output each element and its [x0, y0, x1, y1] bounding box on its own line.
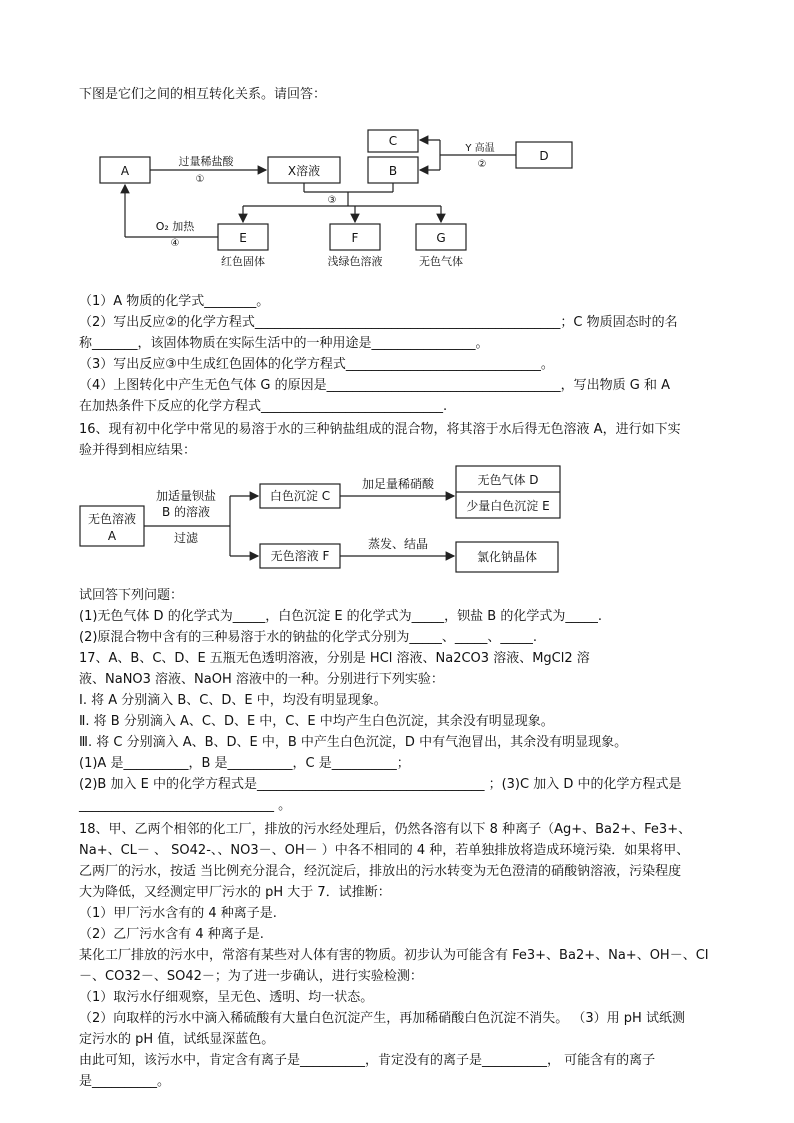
label-nitric-acid: 加足量稀硝酸 — [361, 477, 435, 491]
arrow-num-2: ② — [477, 159, 487, 170]
label-precip-e: 少量白色沉淀 E — [466, 499, 550, 513]
label-f: F — [351, 231, 359, 245]
intro-text: 下图是它们之间的相互转化关系。请回答： — [79, 87, 327, 102]
q17-line-3: Ⅰ. 将 A 分别滴入 B、C、D、E 中，均没有明显现象。 — [79, 693, 387, 708]
desc-f: 浅绿色溶液 — [327, 255, 383, 268]
label-nacl-crystal: 氯化钠晶体 — [476, 550, 538, 564]
q17-line-1: 17、A、B、C、D、E 五瓶无色透明溶液，分别是 HCl 溶液、Na2CO3 溶液、MgCl2 溶 — [79, 651, 590, 666]
q18-line-6: （2）乙厂污水含有 4 种离子是. — [79, 927, 264, 942]
arrow-label-acid: 过量稀盐酸 — [178, 155, 234, 168]
q15-line-1: （1）A 物质的化学式________。 — [79, 294, 270, 309]
desc-e: 红色固体 — [221, 255, 265, 268]
label-evaporate: 蒸发、结晶 — [367, 537, 429, 551]
label-barium-salt: 加适量钡盐 — [155, 489, 217, 503]
label-c: C — [388, 134, 398, 148]
q18-line-11: 定污水的 pH 值，试纸显深蓝色。 — [79, 1032, 275, 1047]
q15-line-3: 称_______，该固体物质在实际生活中的一种用途是________________。 — [79, 336, 489, 351]
q16-intro-1: 16、现有初中化学中常见的易溶于水的三种钠盐组成的混合物，将其溶于水后得无色溶液 A，进行如下实 — [79, 422, 681, 437]
label-barium-salt-b: B 的溶液 — [161, 505, 211, 519]
transformation-diagram-1 — [90, 122, 590, 272]
q16-line-1: 试回答下列问题： — [79, 588, 184, 603]
q18-line-10: （2）向取样的污水中滴入稀硫酸有大量白色沉淀产生，再加稀硝酸白色沉淀不消失。 （3）用 pH 试纸测 — [79, 1011, 685, 1026]
label-e: E — [239, 231, 247, 245]
label-solution-f: 无色溶液 F — [270, 549, 330, 563]
q18-line-2: Na+、CL－ 、 SO42-、、NO3－、OH－ ）中各不相同的 4 种，若单独排放将造成环境污染．如果将甲、 — [79, 843, 690, 858]
q18-line-9: （1）取污水仔细观察，呈无色、透明、均一状态。 — [79, 990, 374, 1005]
arrow-label-o2: O₂ 加热 — [155, 220, 195, 233]
q17-line-2: 液、NaNO3 溶液、NaOH 溶液中的一种。分别进行下列实验： — [79, 672, 444, 687]
q17-line-5: Ⅲ. 将 C 分别滴入 A、B、D、E 中，B 中产生白色沉淀，D 中有气泡冒出，其余没有明显现象。 — [79, 735, 628, 750]
q17-line-4: Ⅱ. 将 B 分别滴入 A、C、D、E 中，C、E 中均产生白色沉淀，其余没有明显现象。 — [79, 714, 554, 729]
q18-line-7: 某化工厂排放的污水中，常溶有某些对人体有害的物质。初步认为可能含有 Fe3+、Ba2+、Na+、OH－、CI — [79, 948, 709, 963]
arrow-label-y: Y 高温 — [465, 143, 495, 154]
q16-line-2: (1)无色气体 D 的化学式为_____，白色沉淀 E 的化学式为_____，钡盐 B 的化学式为_____. — [79, 609, 602, 624]
label-a: A — [120, 164, 130, 178]
label-g: G — [436, 231, 446, 245]
q15-line-6: 在加热条件下反应的化学方程式____________________________. — [79, 399, 448, 414]
q16-intro-2: 验并得到相应结果： — [79, 443, 197, 458]
label-gas-d: 无色气体 D — [477, 473, 539, 487]
label-solution-a: 无色溶液 — [87, 512, 137, 526]
arrow-num-4: ④ — [170, 238, 180, 249]
q18-line-4: 大为降低，又经测定甲厂污水的 pH 大于 7．试推断： — [79, 885, 391, 900]
q17-line-7: (2)B 加入 E 中的化学方程式是___________________________________ ；(3)C 加入 D 中的化学方程式是 — [79, 777, 682, 792]
arrow-num-1: ① — [195, 174, 205, 185]
label-filter: 过滤 — [173, 531, 199, 545]
desc-g: 无色气体 — [419, 255, 463, 268]
label-x: X溶液 — [287, 164, 321, 178]
experiment-flow-diagram — [78, 462, 578, 582]
q18-line-5: （1）甲厂污水含有的 4 种离子是. — [79, 906, 277, 921]
label-solution-a-letter: A — [107, 529, 117, 543]
q15-line-5: （4）上图转化中产生无色气体 G 的原因是____________________________________，写出物质 G 和 A — [79, 378, 670, 393]
q15-line-2: （2）写出反应②的化学方程式_______________________________________________；C 物质固态时的名 — [79, 315, 678, 330]
q16-line-3: (2)原混合物中含有的三种易溶于水的钠盐的化学式分别为_____、_____、_____. — [79, 630, 538, 645]
q17-line-8: ______________________________ 。 — [79, 798, 292, 813]
q18-line-1: 18、甲、乙两个相邻的化工厂，排放的污水经处理后，仍然各溶有以下 8 种离子（Ag+、Ba2+、Fe3+、 — [79, 822, 692, 837]
label-d: D — [539, 149, 549, 163]
q18-line-3: 乙两厂的污水，按适 当比例充分混合，经沉淀后，排放出的污水转变为无色澄清的硝酸钠溶液，污染程度 — [79, 864, 682, 879]
q18-line-13: 是__________。 — [79, 1074, 171, 1089]
arrow-num-3: ③ — [327, 195, 337, 206]
label-b: B — [388, 164, 398, 178]
label-precipitate-c: 白色沉淀 C — [269, 489, 331, 503]
q15-line-4: （3）写出反应③中生成红色固体的化学方程式______________________________。 — [79, 357, 554, 372]
q18-line-12: 由此可知，该污水中，肯定含有离子是__________，肯定没有的离子是__________， 可能含有的离子 — [79, 1053, 656, 1068]
q17-line-6: (1)A 是__________，B 是__________，C 是__________； — [79, 756, 410, 771]
q18-line-8: －、CO32－、SO42－；为了进一步确认，进行实验检测： — [79, 969, 423, 984]
